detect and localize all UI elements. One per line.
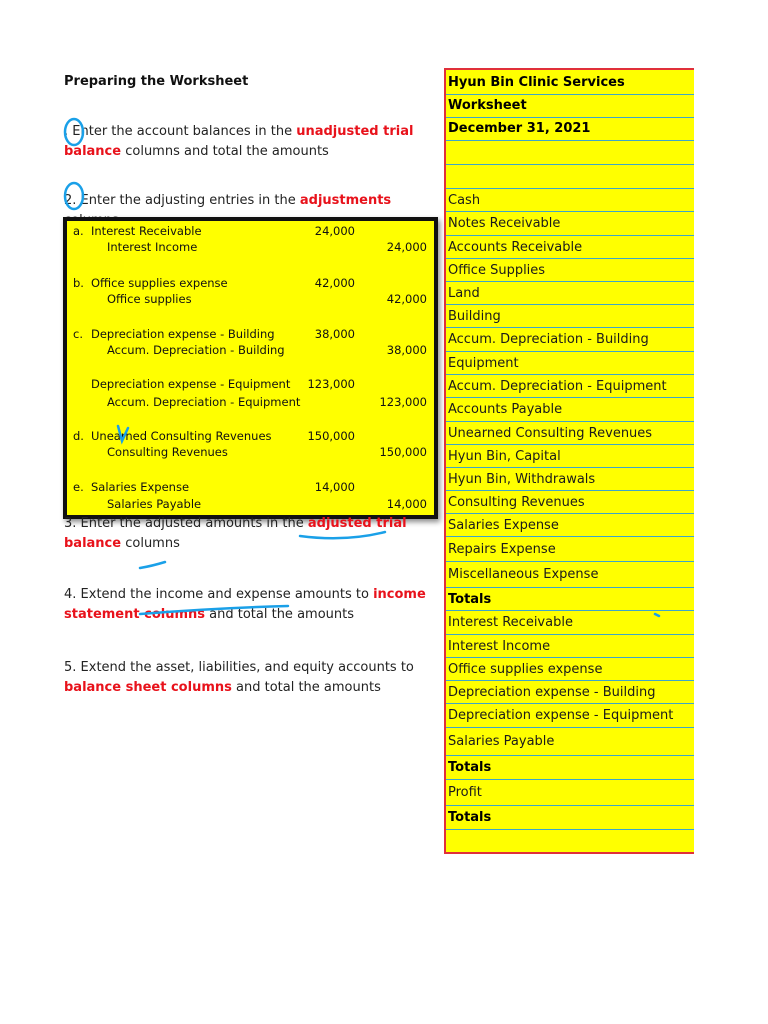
entry-letter: c. (73, 327, 83, 341)
entry-account: Depreciation expense - Equipment (91, 377, 291, 391)
entry-debit: 24,000 (314, 224, 355, 238)
entry-letter: a. (73, 224, 84, 238)
entry-account: Salaries Payable (107, 497, 202, 511)
step-5-suffix: and total the amounts (231, 680, 381, 695)
entry-credit: 14,000 (386, 497, 427, 511)
step-3-highlight: adjusted trial balance (64, 516, 407, 551)
worksheet-account-row: Cash (446, 189, 694, 212)
step-5-highlight: balance sheet columns (64, 680, 232, 695)
step-3-prefix: 3. Enter the adjusted amounts in the (64, 516, 308, 531)
adjusting-entry-row (67, 292, 434, 308)
entry-account: Unearned Consulting Revenues (91, 429, 272, 443)
worksheet-totals-row: Totals (446, 756, 694, 780)
entry-account: Interest Receivable (91, 224, 202, 238)
entry-account: Office supplies (107, 292, 192, 306)
worksheet-account-row: Consulting Revenues (446, 491, 694, 514)
entry-account: Accum. Depreciation - Equipment (107, 395, 301, 409)
entry-account: Office supplies expense (91, 276, 228, 290)
adjusting-entry-row (67, 480, 434, 496)
worksheet-account-row: Notes Receivable (446, 212, 694, 236)
worksheet-totals-row: Totals (446, 588, 694, 611)
adjusting-entry-row (67, 445, 434, 461)
entry-account: Interest Income (107, 240, 198, 254)
entry-credit: 42,000 (386, 292, 427, 306)
worksheet-account-row: Depreciation expense - Equipment (446, 704, 694, 728)
worksheet-totals-row: Totals (446, 806, 694, 830)
adjusting-entry-row (67, 377, 434, 393)
entry-debit: 123,000 (307, 377, 355, 391)
entry-letter: d. (73, 429, 84, 443)
step-4-prefix: 4. Extend the income and expense amounts to (64, 587, 374, 602)
entry-debit: 38,000 (314, 327, 355, 341)
worksheet-account-row: Building (446, 305, 694, 328)
step-3-suffix: columns (121, 536, 180, 551)
worksheet-account-row: Office Supplies (446, 259, 694, 282)
entry-credit: 38,000 (386, 343, 427, 357)
adjusting-entries-box (63, 217, 438, 519)
entry-debit: 14,000 (314, 480, 355, 494)
adjusting-entry-row (67, 497, 434, 513)
step-1-suffix: columns and total the amounts (121, 144, 329, 159)
worksheet-account-row: Equipment (446, 352, 694, 375)
entry-account: Depreciation expense - Building (91, 327, 275, 341)
worksheet-title: Worksheet (446, 95, 694, 118)
underline-mark-icon (140, 562, 165, 568)
worksheet-account-row: Land (446, 282, 694, 305)
worksheet-account-row: Office supplies expense (446, 658, 694, 681)
worksheet-blank-row (446, 141, 694, 165)
adjusting-entry-row (67, 343, 434, 359)
adjusting-entry-row (67, 276, 434, 292)
entry-letter: b. (73, 276, 84, 290)
worksheet-date: December 31, 2021 (446, 118, 694, 141)
step-5 (64, 658, 440, 698)
entry-debit: 42,000 (314, 276, 355, 290)
step-4 (64, 585, 440, 625)
adjusting-entry-row (67, 327, 434, 343)
step-2-prefix: 2. Enter the adjusting entries in the (64, 193, 300, 208)
worksheet-account-row: Depreciation expense - Building (446, 681, 694, 704)
worksheet-account-row: Interest Receivable (446, 611, 694, 635)
step-1-highlight: unadjusted trial balance (64, 124, 414, 159)
step-1-prefix: . Enter the account balances in the (64, 124, 297, 139)
worksheet-account-row: Accounts Payable (446, 398, 694, 422)
worksheet-account-row: Accounts Receivable (446, 236, 694, 259)
worksheet-blank-row (446, 165, 694, 189)
step-4-highlight: income statement columns (64, 587, 426, 622)
entry-account: Consulting Revenues (107, 445, 228, 459)
page-title: Preparing the Worksheet (64, 74, 249, 89)
entry-letter: e. (73, 480, 84, 494)
worksheet-account-row: Accum. Depreciation - Equipment (446, 375, 694, 398)
worksheet-account-row: Miscellaneous Expense (446, 562, 694, 588)
adjusting-entry-row (67, 240, 434, 256)
adjusting-entry-row (67, 224, 434, 240)
entry-credit: 24,000 (386, 240, 427, 254)
entry-account: Accum. Depreciation - Building (107, 343, 285, 357)
worksheet-company: Hyun Bin Clinic Services (446, 72, 694, 95)
entry-debit: 150,000 (307, 429, 355, 443)
adjusting-entry-row (67, 429, 434, 445)
worksheet-account-row: Accum. Depreciation - Building (446, 328, 694, 352)
worksheet-account-row: Salaries Payable (446, 728, 694, 756)
worksheet-account-row: Salaries Expense (446, 514, 694, 537)
entry-credit: 123,000 (379, 395, 427, 409)
worksheet-account-row: Hyun Bin, Withdrawals (446, 468, 694, 491)
step-4-suffix: and total the amounts (205, 607, 354, 622)
entry-account: Salaries Expense (91, 480, 190, 494)
step-2-highlight: adjustments (299, 193, 392, 208)
worksheet-account-row: Interest Income (446, 635, 694, 658)
worksheet-account-row: Repairs Expense (446, 537, 694, 562)
step-1 (64, 122, 440, 162)
worksheet-blank-row (446, 830, 694, 854)
entry-credit: 150,000 (379, 445, 427, 459)
adjusting-entry-row (67, 395, 434, 411)
step-3 (64, 514, 440, 554)
worksheet-account-row: Unearned Consulting Revenues (446, 422, 694, 445)
step-5-prefix: 5. Extend the asset, liabilities, and equity accounts to (64, 660, 414, 675)
worksheet-column (444, 68, 694, 854)
worksheet-account-row: Hyun Bin, Capital (446, 445, 694, 468)
worksheet-account-row: Profit (446, 780, 694, 806)
